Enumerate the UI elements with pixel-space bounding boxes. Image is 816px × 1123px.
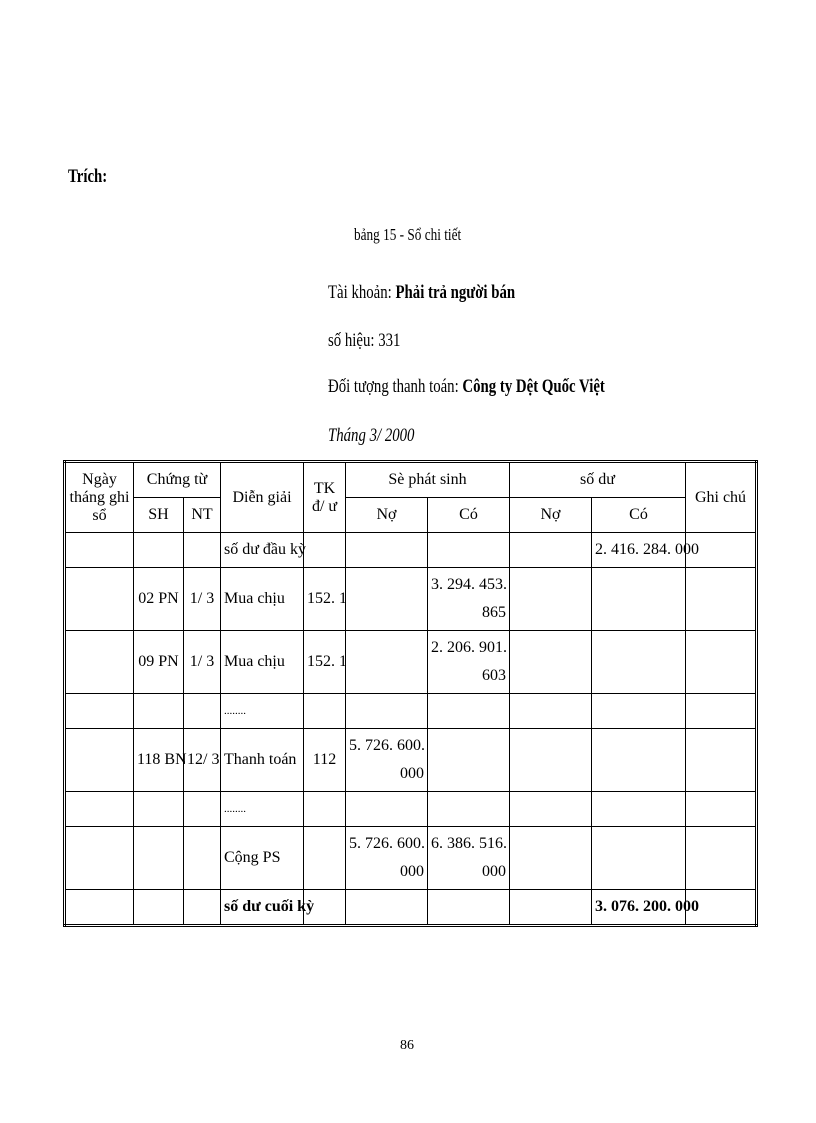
col-balance: số dư xyxy=(510,462,686,498)
credit-cell: 2. 206. 901. 603 xyxy=(428,631,510,694)
period-month: Tháng 3/ 2000 xyxy=(328,425,415,446)
table-row xyxy=(65,792,757,827)
header-row-2 xyxy=(65,498,757,533)
table-row-closing xyxy=(65,890,757,926)
credit-cell: 6. 386. 516. 000 xyxy=(428,827,510,890)
description-cell: Cộng PS xyxy=(221,827,304,890)
table-row xyxy=(65,729,757,792)
table-row-total xyxy=(65,827,757,890)
voucher-no-cell: 09 PN xyxy=(134,631,184,694)
balance-credit-cell: 2. 416. 284. 000 xyxy=(592,533,686,568)
account-code-line xyxy=(328,330,421,352)
contra-account-cell: 112 xyxy=(304,729,346,792)
account-code-value: 331 xyxy=(378,330,401,351)
excerpt-label: Trích: xyxy=(68,166,108,187)
table-row xyxy=(65,694,757,729)
description-cell: số dư đầu kỳ xyxy=(221,533,304,568)
description-cell: ........ xyxy=(221,792,304,827)
debit-cell: 5. 726. 600. 000 xyxy=(346,827,428,890)
page-number: 86 xyxy=(400,1038,414,1053)
table-row xyxy=(65,568,757,631)
table-row xyxy=(65,631,757,694)
partner-name: Công ty Dệt Quốc Việt xyxy=(462,376,605,397)
table-row xyxy=(65,533,757,568)
col-balance-credit: Có xyxy=(592,498,686,533)
col-note: Ghi chú xyxy=(686,462,757,533)
account-name: Phải trả người bán xyxy=(395,282,516,303)
col-date: Ngày tháng ghi sổ xyxy=(65,462,134,533)
partner-line xyxy=(328,376,683,398)
col-voucher-no: SH xyxy=(134,498,184,533)
voucher-no-cell: 118 BN xyxy=(134,729,184,792)
account-label: Tài khoản: xyxy=(328,282,392,303)
table-title: bảng 15 - Sổ chi tiết xyxy=(354,225,462,244)
contra-account-cell: 152. 1 xyxy=(304,568,346,631)
col-description: Diễn giải xyxy=(221,462,304,533)
col-voucher: Chứng từ xyxy=(134,462,221,498)
account-line xyxy=(328,282,568,304)
col-arising: Sè phát sinh xyxy=(346,462,510,498)
voucher-no-cell: 02 PN xyxy=(134,568,184,631)
col-contra-account: TK đ/ ư xyxy=(304,462,346,533)
description-cell: Mua chịu xyxy=(221,568,304,631)
account-code-label: số hiệu: xyxy=(328,330,375,351)
description-cell: Thanh toán xyxy=(221,729,304,792)
debit-cell: 5. 726. 600. 000 xyxy=(346,729,428,792)
description-cell: Mua chịu xyxy=(221,631,304,694)
ledger-table xyxy=(63,460,758,927)
description-cell: ........ xyxy=(221,694,304,729)
col-arising-credit: Có xyxy=(428,498,510,533)
voucher-date-cell: 1/ 3 xyxy=(184,631,221,694)
col-voucher-date: NT xyxy=(184,498,221,533)
partner-label: Đối tượng thanh toán: xyxy=(328,376,459,397)
description-cell: số dư cuối kỳ xyxy=(221,890,304,926)
balance-credit-cell: 3. 076. 200. 000 xyxy=(592,890,686,926)
credit-cell: 3. 294. 453. 865 xyxy=(428,568,510,631)
voucher-date-cell: 12/ 3 xyxy=(184,729,221,792)
contra-account-cell: 152. 1 xyxy=(304,631,346,694)
voucher-date-cell: 1/ 3 xyxy=(184,568,221,631)
col-arising-debit: Nợ xyxy=(346,498,428,533)
header-row-1 xyxy=(65,462,757,498)
col-balance-debit: Nợ xyxy=(510,498,592,533)
